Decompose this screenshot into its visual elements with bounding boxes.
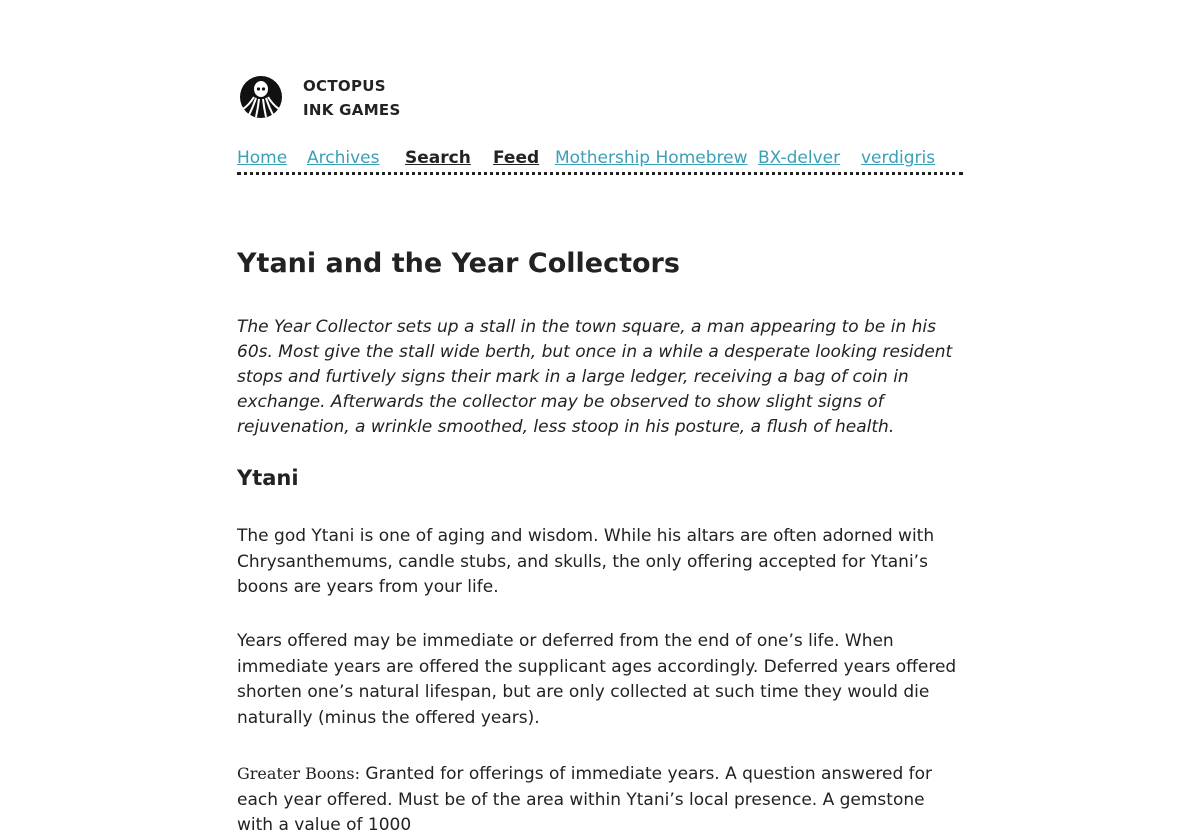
- section-heading: Ytani: [237, 466, 299, 490]
- paragraph: Years offered may be immediate or deferred from the end of one’s life. When immediate years are offered the supplicant ages accordingly. Deferred years offered shorten one’s natural lifespan, but are only collected at such time they would die naturally (minus the offered years).: [237, 631, 957, 728]
- nav-search[interactable]: Search: [405, 148, 471, 168]
- main-nav: [237, 146, 963, 175]
- nav-home[interactable]: Home: [237, 148, 288, 168]
- article-lede: The Year Collector sets up a stall in the town square, a man appearing to be in his 60s. Most give the stall wide berth, but once in a while a desperate looking resident stops and furtively signs their mark in a large ledger, receiving a bag of coin in exchange. Afterwards the collector may be observed to show slight signs of rejuvenation, a wrinkle smoothed, less stoop in his posture, a flush of health.: [237, 317, 953, 437]
- site-name-line1: OCTOPUS: [303, 77, 386, 95]
- site-name-line2: INK GAMES: [303, 101, 401, 119]
- nav-verdigris[interactable]: verdigris: [861, 148, 936, 168]
- article-title: Ytani and the Year Collectors: [237, 248, 680, 279]
- nav-mothership-homebrew[interactable]: Mothership Homebrew: [555, 148, 748, 168]
- nav-feed[interactable]: Feed: [493, 148, 540, 168]
- octopus-logo-icon: [237, 75, 285, 121]
- nav-archives[interactable]: Archives: [307, 148, 380, 168]
- nav-bx-delver[interactable]: BX-delver: [758, 148, 841, 168]
- paragraph: The god Ytani is one of aging and wisdom. While his altars are often adorned with Chrysanthemums, candle stubs, and skulls, the only offering accepted for Ytani’s boons are years from your life.: [237, 526, 935, 597]
- site-name: [303, 74, 401, 122]
- site-brand[interactable]: [237, 74, 401, 122]
- greater-boons-text: Granted for offerings of immediate years. A question answered for each year offered. Must be of the area within Ytani’s local presence. A gemstone with a value of 1000: [237, 764, 933, 835]
- greater-boons-term: Greater Boons:: [237, 764, 360, 783]
